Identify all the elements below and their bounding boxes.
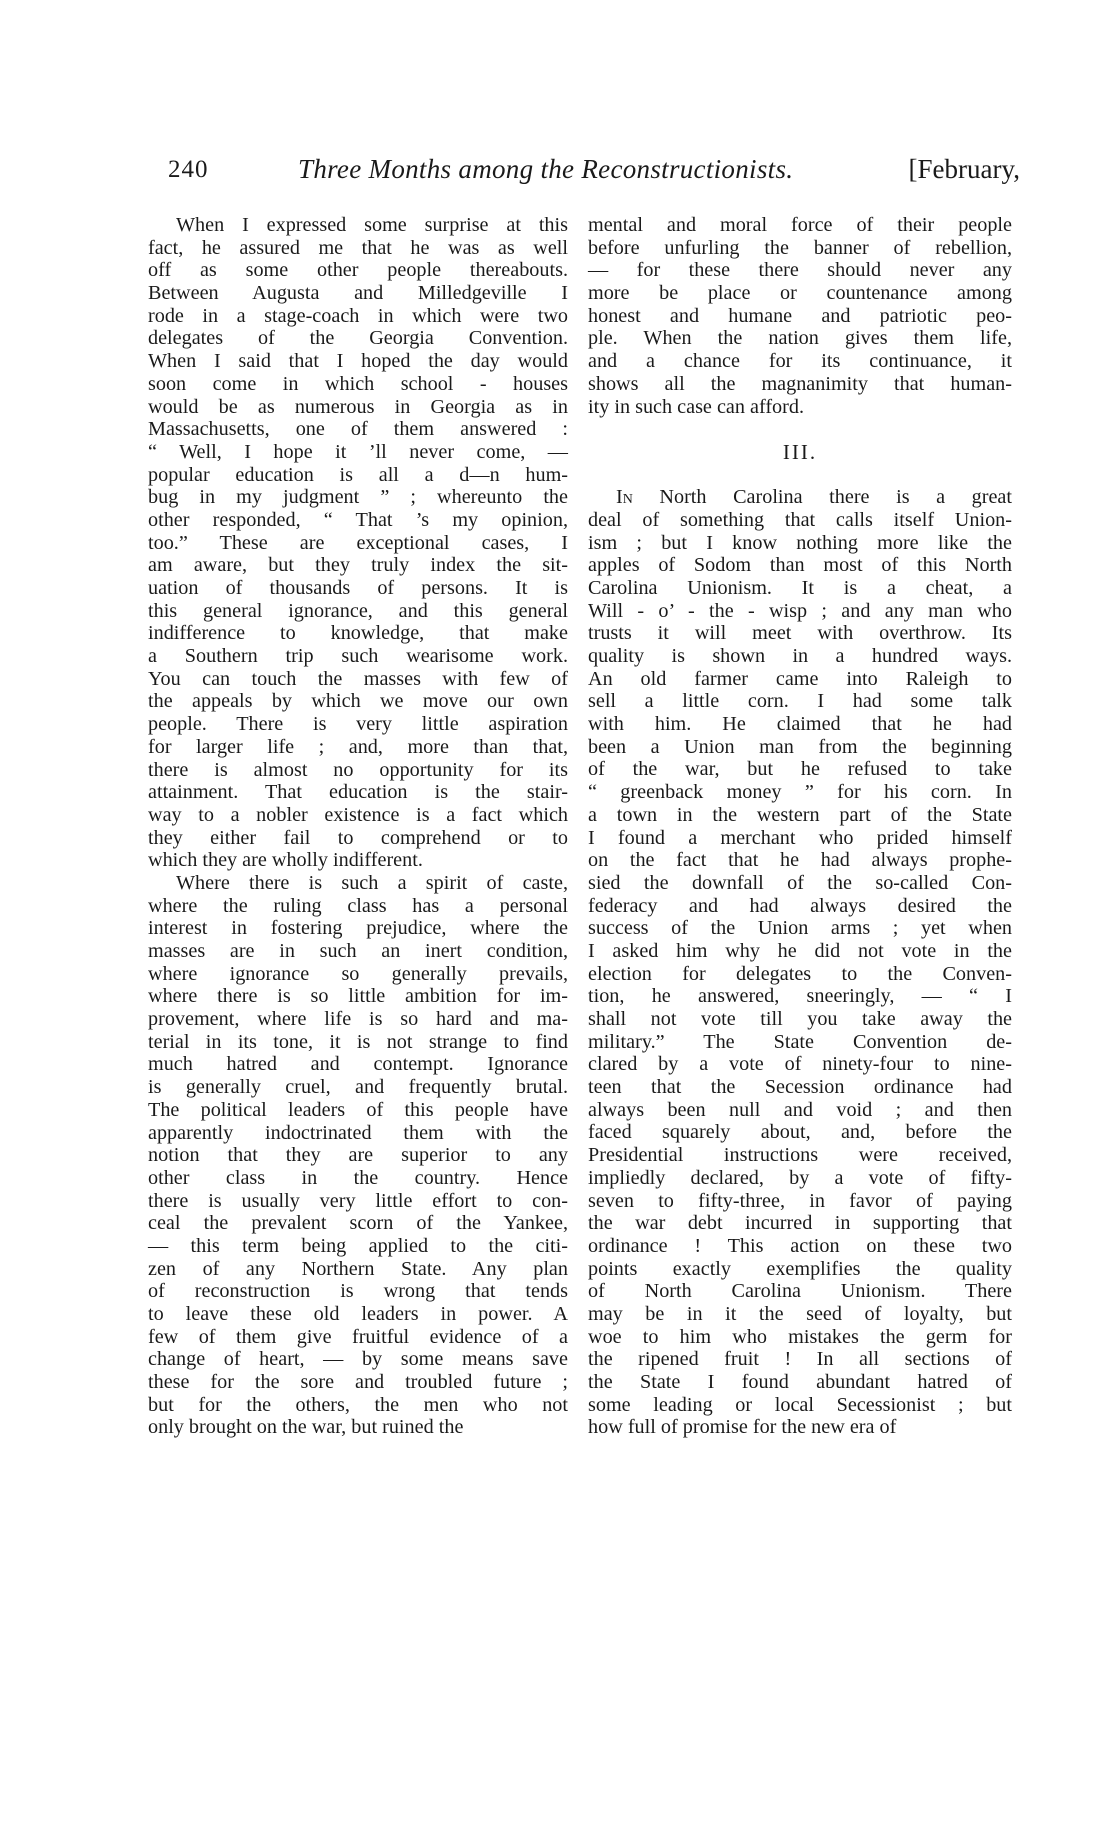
text-line: ity in such case can afford. [588,395,805,418]
text-line: to leave these old leaders in power. A [148,1303,568,1325]
text-line: of the war, but he refused to take [588,758,1012,781]
text-line: on the fact that he had always prophe- [588,849,1012,872]
text-line: ism ; but I know nothing more like the [588,531,1012,554]
text-line: other responded, “ That ’s my opinion, [148,508,568,531]
text-line: attainment. That education is the stair- [148,781,568,804]
text-line: seven to fifty-three, in favor of paying [588,1189,1012,1212]
text-line: rode in a stage-coach in which were two [148,304,568,327]
text-line: they either fail to comprehend or to [148,826,568,849]
text-line: Massachusetts, one of them answered : [148,418,568,441]
text-line: how full of promise for the new era of [588,1416,897,1439]
text-line: always been null and void ; and then [588,1098,1012,1121]
text-line: Presidential instructions were received, [588,1144,1012,1167]
text-line: apparently indoctrinated them with the [148,1121,568,1144]
running-header [150,150,1020,190]
text-line: the State I found abundant hatred of [588,1371,1012,1393]
text-line: too.” These are exceptional cases, I [148,531,568,554]
text-line: but for the others, the men who not [148,1393,568,1416]
right-column [588,214,1012,1439]
text-line: a Southern trip such wearisome work. [148,645,568,668]
text-line: the ripened fruit ! In all sections of [588,1348,1012,1371]
text-line: am aware, but they truly index the sit- [148,554,568,577]
text-line: You can touch the masses with few of [148,667,568,690]
text-line: indifference to knowledge, that make [148,622,568,645]
left-column [148,214,568,1439]
text-line: — for these there should never any [588,259,1012,282]
text-line: these for the sore and troubled future ; [148,1371,568,1394]
issue-month: [February, [908,154,1020,184]
text-line: fact, he assured me that he was as well [148,236,568,259]
text-line: popular education is all a d—n hum- [148,463,568,486]
text-line: a town in the western part of the State [588,803,1012,826]
text-line: notion that they are superior to any [148,1144,568,1167]
text-line: Will - o’ - the - wisp ; and any man who [588,599,1012,622]
drop-word: In [616,486,633,509]
text-line: “ Well, I hope it ’ll never come, — [148,440,568,463]
text-line: only brought on the war, but ruined the [148,1416,464,1439]
text-line: An old farmer came into Raleigh to [588,667,1012,690]
text-line: where the ruling class has a personal [148,894,568,917]
text-line: delegates of the Georgia Convention. [148,327,568,350]
text-line: impliedly declared, by a vote of fifty- [588,1166,1012,1189]
text-line: off as some other people thereabouts. [148,259,568,282]
text-line: may be in it the seed of loyalty, but [588,1302,1012,1325]
text-line: Between Augusta and Milledgeville I [148,282,568,305]
text-line: where there is so little ambition for im- [148,985,568,1008]
text-line: faced squarely about, and, before the [588,1121,1012,1144]
text-line: deal of something that calls itself Union- [588,508,1012,531]
text-line: I asked him why he did not vote in the [588,939,1012,962]
text-line: been a Union man from the beginning [588,735,1012,758]
text-line: for larger life ; and, more than that, [148,735,568,758]
text-line: honest and humane and patriotic peo- [588,304,1012,327]
text-line: trusts it will meet with overthrow. Its [588,622,1012,645]
running-title: Three Months among the Reconstructionists. [298,154,794,184]
text-line: mental and moral force of their people [588,214,1012,236]
text-line: — this term being applied to the citi- [148,1234,568,1257]
text-line: sied the downfall of the so-called Con- [588,871,1012,894]
text-line: ple. When the nation gives them life, [588,327,1012,350]
text-line: much hatred and contempt. Ignorance [148,1053,568,1076]
section-first-line [588,486,1012,509]
text-line: of North Carolina Unionism. There [588,1280,1012,1303]
text-line: When I expressed some surprise at this [176,214,568,236]
text-line: where ignorance so generally prevails, [148,962,568,985]
text-line: way to a nobler existence is a fact which [148,803,568,826]
text-line: bug in my judgment ” ; whereunto the [148,486,568,509]
text-line: the war debt incurred in supporting that [588,1212,1012,1235]
text-line: which they are wholly indifferent. [148,849,423,872]
text-line: soon come in which school - houses [148,372,568,395]
text-line: “ greenback money ” for his corn. In [588,781,1012,804]
text-line: clared by a vote of ninety-four to nine- [588,1053,1012,1076]
text-line: zen of any Northern State. Any plan [148,1257,568,1280]
text-line: ceal the prevalent scorn of the Yankee, [148,1212,568,1235]
text-line: election for delegates to the Conven- [588,962,1012,985]
text-line: people. There is very little aspiration [148,713,568,736]
text-line: this general ignorance, and this general [148,599,568,622]
text-line: When I said that I hoped the day would [148,350,568,373]
text-line: few of them give fruitful evidence of a [148,1325,568,1348]
page-number: 240 [168,156,209,183]
text-line: more be place or countenance among [588,282,1012,305]
text-line: there is usually very little effort to con- [148,1189,568,1212]
text-line: federacy and had always desired the [588,894,1012,917]
text-line: shows all the magnanimity that human- [588,372,1012,395]
text-line: is generally cruel, and frequently brutal. [148,1076,568,1099]
text-line: points exactly exemplifies the quality [588,1257,1012,1280]
text-line: before unfurling the banner of rebellion, [588,236,1012,259]
text-line: and a chance for its continuance, it [588,350,1012,373]
text-line: provement, where life is so hard and ma- [148,1008,568,1031]
text-line: Carolina Unionism. It is a cheat, a [588,576,1012,599]
text-line: other class in the country. Hence [148,1166,568,1189]
text-line: some leading or local Secessionist ; but [588,1393,1012,1416]
text-line: Where there is such a spirit of caste, [176,871,568,894]
first-line-rest: North Carolina there is a great [632,486,1012,509]
text-line: of reconstruction is wrong that tends [148,1280,568,1303]
text-line: woe to him who mistakes the germ for [588,1325,1012,1348]
text-line: tion, he answered, sneeringly, — “ I [588,985,1012,1008]
text-line: apples of Sodom than most of this North [588,554,1012,577]
text-line: shall not vote till you take away the [588,1008,1012,1030]
text-line: masses are in such an inert condition, [148,940,568,962]
text-line: I found a merchant who prided himself [588,826,1012,849]
text-line: the appeals by which we move our own [148,690,568,713]
text-line: sell a little corn. I had some talk [588,690,1012,713]
text-line: would be as numerous in Georgia as in [148,395,568,418]
text-line: with him. He claimed that he had [588,713,1012,736]
text-line: ordinance ! This action on these two [588,1234,1012,1257]
text-line: there is almost no opportunity for its [148,758,568,781]
text-line: uation of thousands of persons. It is [148,577,568,599]
text-line: The political leaders of this people have [148,1098,568,1121]
text-line: success of the Union arms ; yet when [588,917,1012,940]
section-heading: III. [782,440,818,465]
text-line: teen that the Secession ordinance had [588,1076,1012,1099]
text-line: terial in its tone, it is not strange to find [148,1030,568,1053]
text-line: military.” The State Convention de- [588,1030,1012,1053]
text-line: interest in fostering prejudice, where the [148,917,568,940]
text-line: change of heart, — by some means save [148,1348,568,1371]
text-line: quality is shown in a hundred ways. [588,645,1012,667]
